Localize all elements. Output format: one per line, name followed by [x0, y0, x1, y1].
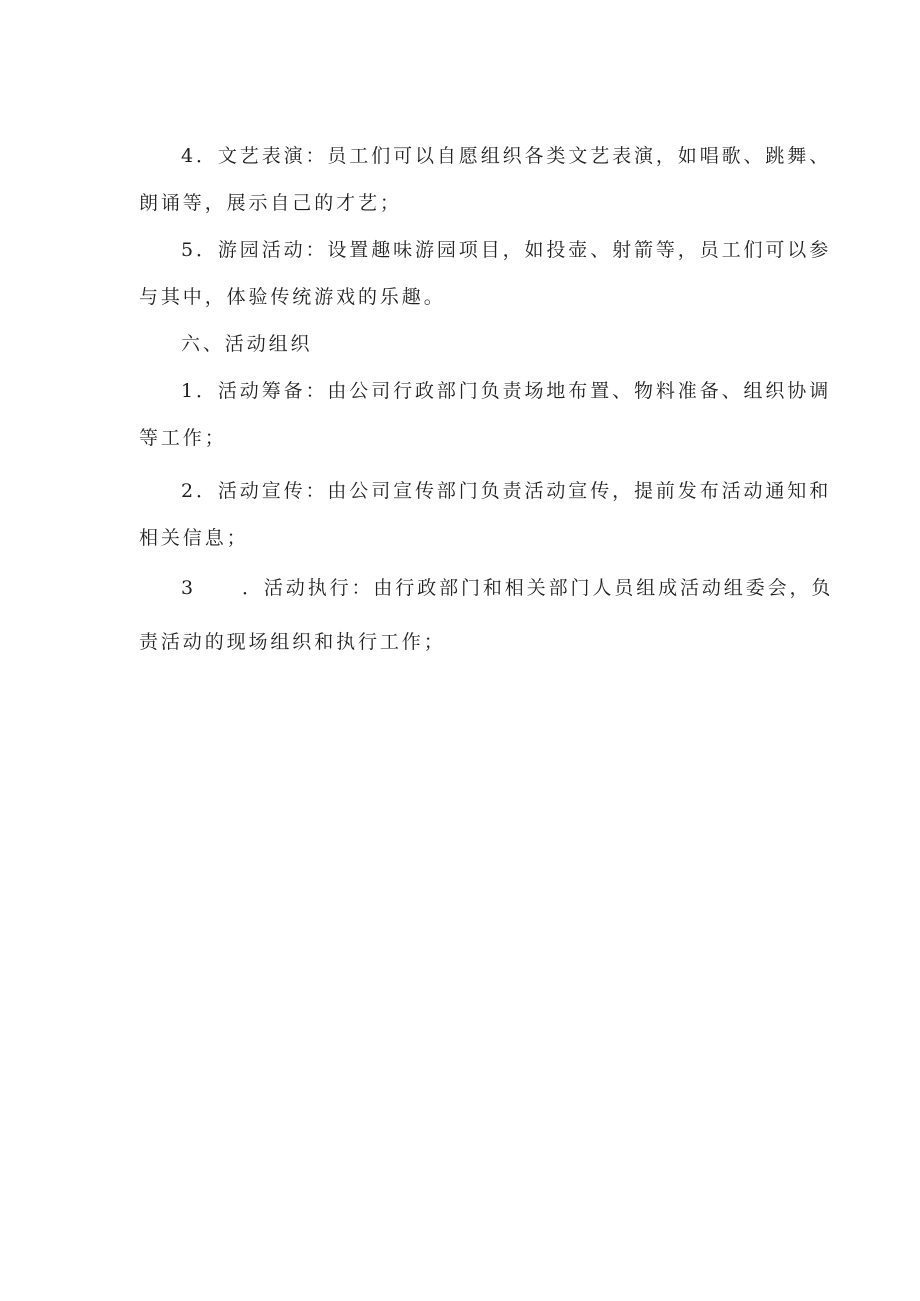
- section-6-item-3-line-1: [181, 575, 834, 601]
- item-5-line-1: 5．游园活动：设置趣味游园项目，如投壶、射箭等，员工们可以参: [181, 239, 832, 261]
- section-6-item-2-line-1: 2．活动宣传：由公司宣传部门负责活动宣传，提前发布活动通知和: [181, 480, 832, 502]
- section-6-item-3-line-2: 责活动的现场组织和执行工作；: [139, 631, 446, 653]
- section-6-item-2-line-2: 相关信息；: [139, 527, 249, 549]
- item-4-line-1: 4．文艺表演：员工们可以自愿组织各类文艺表演，如唱歌、跳舞、: [181, 145, 832, 167]
- section-6-heading: 六、活动组织: [181, 333, 313, 355]
- item-3-number: 3: [181, 577, 196, 599]
- item-3-text: ．活动执行：由行政部门和相关部门人员组成活动组委会，负: [242, 577, 834, 599]
- section-6-item-1-line-2: 等工作；: [139, 427, 227, 449]
- item-5-line-2: 与其中，体验传统游戏的乐趣。: [139, 286, 446, 308]
- item-4-line-2: 朗诵等，展示自己的才艺；: [139, 192, 402, 214]
- section-6-item-1-line-1: 1．活动筹备：由公司行政部门负责场地布置、物料准备、组织协调: [181, 380, 832, 402]
